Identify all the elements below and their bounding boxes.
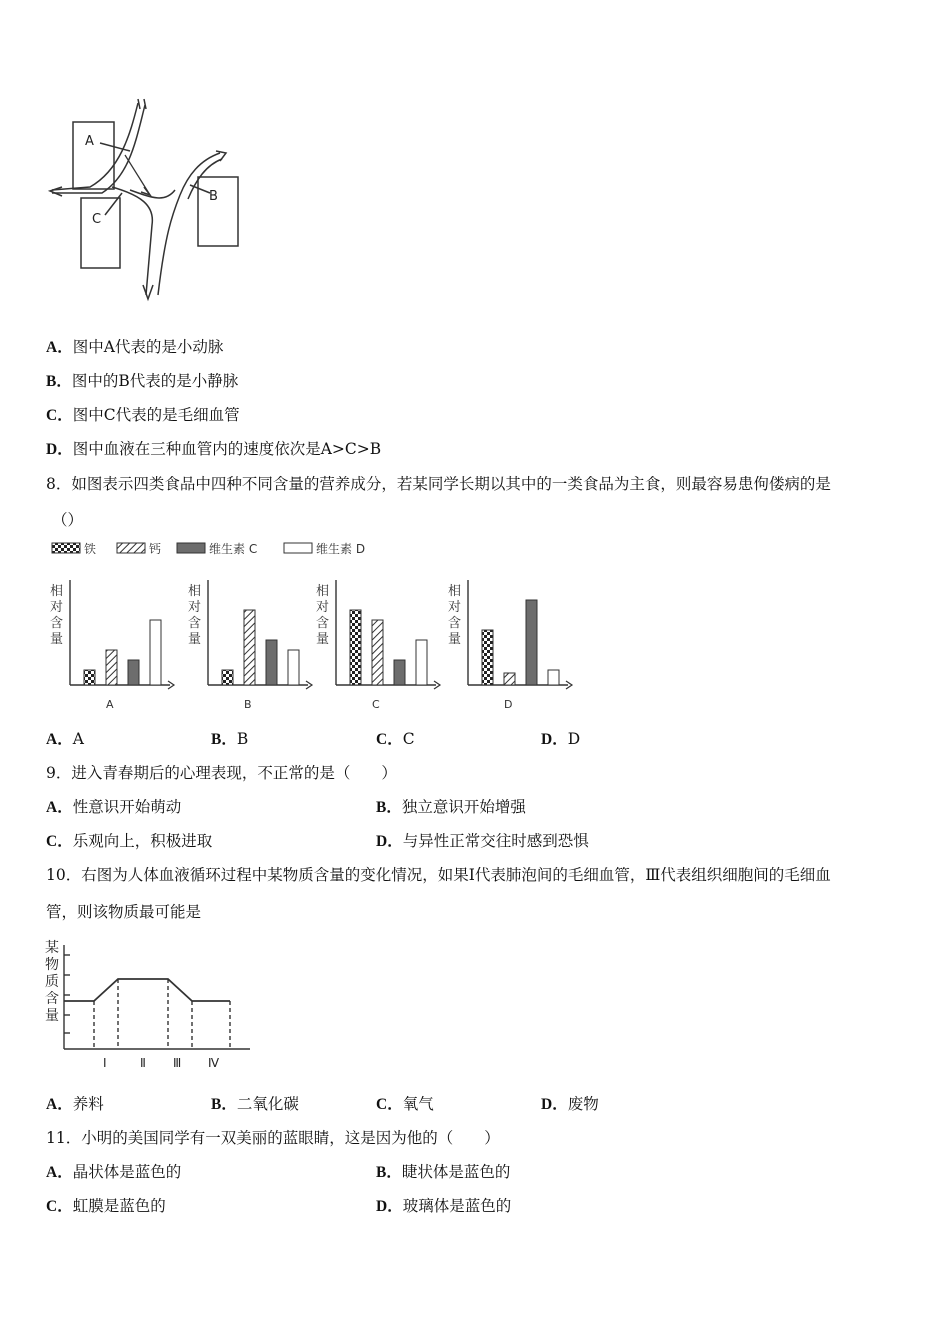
label-a: A — [85, 134, 94, 149]
option-text: 晶状体是蓝色的 — [72, 1163, 182, 1181]
option-text: 与异性正常交往时感到恐惧 — [402, 832, 589, 850]
option-letter: C． — [46, 407, 73, 424]
option-text: 玻璃体是蓝色的 — [402, 1197, 512, 1215]
q11-stem: 11．小明的美国同学有一双美丽的蓝眼睛，这是因为他的（ ） — [46, 1129, 500, 1147]
q9-stem: 9．进入青春期后的心理表现，不正常的是（ ） — [46, 764, 397, 782]
q7-option-b — [46, 369, 238, 391]
chart-ylabel-char: 相 — [188, 584, 202, 599]
option-text: A — [72, 730, 84, 748]
option-letter: D． — [376, 1198, 403, 1215]
option-letter: A． — [46, 799, 73, 816]
bar-b-2 — [266, 640, 277, 685]
q8-option-d — [541, 727, 580, 749]
option-letter: D． — [46, 441, 73, 458]
chart-group-label: B — [244, 698, 252, 711]
nutrient-bar-charts — [40, 533, 600, 718]
q8-stem-line2: （） — [52, 511, 84, 529]
legend-label: 维生素 C — [209, 542, 258, 556]
q8-option-b — [211, 727, 248, 749]
chart-group-label: A — [106, 698, 114, 711]
option-letter: B． — [46, 373, 72, 390]
q8-option-a — [46, 727, 84, 749]
q9-option-a — [46, 795, 181, 817]
bar-chart-panel-c — [316, 580, 440, 711]
option-text: 独立意识开始增强 — [401, 798, 526, 816]
q9-option-c — [46, 829, 212, 851]
legend-swatch — [284, 543, 312, 553]
box-a — [73, 122, 114, 189]
q10-option-a — [46, 1092, 104, 1114]
chart-ylabel-char: 相 — [448, 584, 462, 599]
bar-chart-panel-b — [188, 580, 312, 711]
q11-option-c — [46, 1194, 166, 1216]
option-text: B — [236, 730, 249, 748]
option-text: C — [402, 730, 415, 748]
q7-option-a — [46, 335, 223, 357]
graph-x-label: Ⅲ — [173, 1056, 182, 1070]
option-letter: D． — [541, 1096, 568, 1113]
chart-ylabel-char: 相 — [50, 584, 64, 599]
box-c — [81, 198, 120, 268]
option-text: 图中A代表的是小动脉 — [72, 338, 224, 356]
option-letter: D． — [541, 731, 568, 748]
option-letter: B． — [376, 799, 402, 816]
bar-c-2 — [394, 660, 405, 685]
chart-group-label: D — [504, 698, 513, 711]
option-text: 性意识开始萌动 — [72, 798, 182, 816]
bar-b-3 — [288, 650, 299, 685]
chart-group-label: C — [372, 698, 380, 711]
chart-ylabel-char: 量 — [50, 632, 64, 647]
option-letter: A． — [46, 1096, 73, 1113]
chart-ylabel-char: 对 — [448, 600, 462, 615]
bar-c-3 — [416, 640, 427, 685]
chart-ylabel-char: 量 — [448, 632, 462, 647]
legend-label: 钙 — [149, 542, 162, 556]
graph-x-label: Ⅰ — [103, 1056, 107, 1070]
graph-curve — [64, 979, 230, 1001]
option-letter: C． — [376, 1096, 403, 1113]
option-letter: A． — [46, 1164, 73, 1181]
label-b: B — [209, 189, 218, 204]
bar-chart-panel-a — [50, 580, 174, 711]
option-letter: C． — [376, 731, 403, 748]
bar-b-0 — [222, 670, 233, 685]
bar-c-0 — [350, 610, 361, 685]
bar-c-1 — [372, 620, 383, 685]
bar-d-3 — [548, 670, 559, 685]
q10-option-b — [211, 1092, 299, 1114]
option-letter: C． — [46, 1198, 73, 1215]
bar-a-2 — [128, 660, 139, 685]
substance-content-graph — [40, 935, 260, 1075]
q11-option-d — [376, 1194, 511, 1216]
q7-option-c — [46, 403, 240, 425]
graph-ylabel-char: 含 — [45, 991, 59, 1007]
q8-option-c — [376, 727, 415, 749]
chart-legend — [52, 541, 365, 556]
chart-ylabel-char: 对 — [188, 600, 202, 615]
chart-ylabel-char: 量 — [316, 632, 330, 647]
option-text: 睫状体是蓝色的 — [401, 1163, 511, 1181]
chart-ylabel-char: 含 — [50, 616, 64, 631]
q9-option-d — [376, 829, 589, 851]
label-c: C — [92, 212, 102, 227]
box-b — [198, 177, 238, 246]
chart-ylabel-char: 量 — [188, 632, 202, 647]
legend-label: 铁 — [84, 542, 97, 556]
option-letter: B． — [211, 731, 237, 748]
chart-ylabel-char: 对 — [316, 600, 330, 615]
chart-ylabel-char: 相 — [316, 584, 330, 599]
q10-stem-line1: 10．右图为人体血液循环过程中某物质含量的变化情况，如果Ⅰ代表肺泡间的毛细血管，Ⅲ代表组织细胞间的毛细血 — [46, 866, 831, 884]
q8-stem-line1: 8．如图表示四类食品中四种不同含量的营养成分，若某同学长期以其中的一类食品为主食，则最容易患佝偻病的是 — [46, 475, 831, 493]
option-text: 图中C代表的是毛细血管 — [72, 406, 240, 424]
bar-a-0 — [84, 670, 95, 685]
option-text: 乐观向上，积极进取 — [72, 832, 213, 850]
graph-ylabel-char: 质 — [45, 974, 59, 990]
option-text: 图中的B代表的是小静脉 — [71, 372, 239, 390]
q10-option-d — [541, 1092, 599, 1114]
option-text: 图中血液在三种血管内的速度依次是A>C>B — [72, 440, 382, 458]
option-letter: C． — [46, 833, 73, 850]
option-text: 二氧化碳 — [236, 1095, 299, 1113]
chart-ylabel-char: 含 — [188, 616, 202, 631]
q10-stem-line2: 管，则该物质最可能是 — [46, 903, 202, 921]
legend-swatch — [117, 543, 145, 553]
chart-ylabel-char: 对 — [50, 600, 64, 615]
chart-ylabel-char: 含 — [316, 616, 330, 631]
bar-d-1 — [504, 673, 515, 685]
q11-option-b — [376, 1160, 510, 1182]
graph-ylabel-char: 某 — [45, 940, 59, 956]
q7-option-d — [46, 437, 381, 459]
option-letter: D． — [376, 833, 403, 850]
bar-a-1 — [106, 650, 117, 685]
bar-d-2 — [526, 600, 537, 685]
option-letter: A． — [46, 731, 73, 748]
option-text: 虹膜是蓝色的 — [72, 1197, 166, 1215]
blood-vessel-diagram — [40, 95, 270, 310]
bar-chart-panel-d — [448, 580, 572, 711]
legend-label: 维生素 D — [316, 542, 366, 556]
graph-ylabel-char: 量 — [45, 1008, 59, 1024]
option-text: 废物 — [567, 1095, 599, 1113]
legend-swatch — [177, 543, 205, 553]
q9-option-b — [376, 795, 526, 817]
q10-option-c — [376, 1092, 434, 1114]
option-letter: A． — [46, 339, 73, 356]
bar-d-0 — [482, 630, 493, 685]
graph-ylabel-char: 物 — [45, 957, 59, 973]
chart-ylabel-char: 含 — [448, 616, 462, 631]
bar-b-1 — [244, 610, 255, 685]
graph-x-label: Ⅳ — [208, 1056, 220, 1070]
option-text: 氧气 — [402, 1095, 434, 1113]
option-letter: B． — [376, 1164, 402, 1181]
graph-x-label: Ⅱ — [140, 1056, 146, 1070]
option-text: D — [567, 730, 581, 748]
bar-a-3 — [150, 620, 161, 685]
option-text: 养料 — [72, 1095, 104, 1113]
option-letter: B． — [211, 1096, 237, 1113]
legend-swatch — [52, 543, 80, 553]
q11-option-a — [46, 1160, 181, 1182]
